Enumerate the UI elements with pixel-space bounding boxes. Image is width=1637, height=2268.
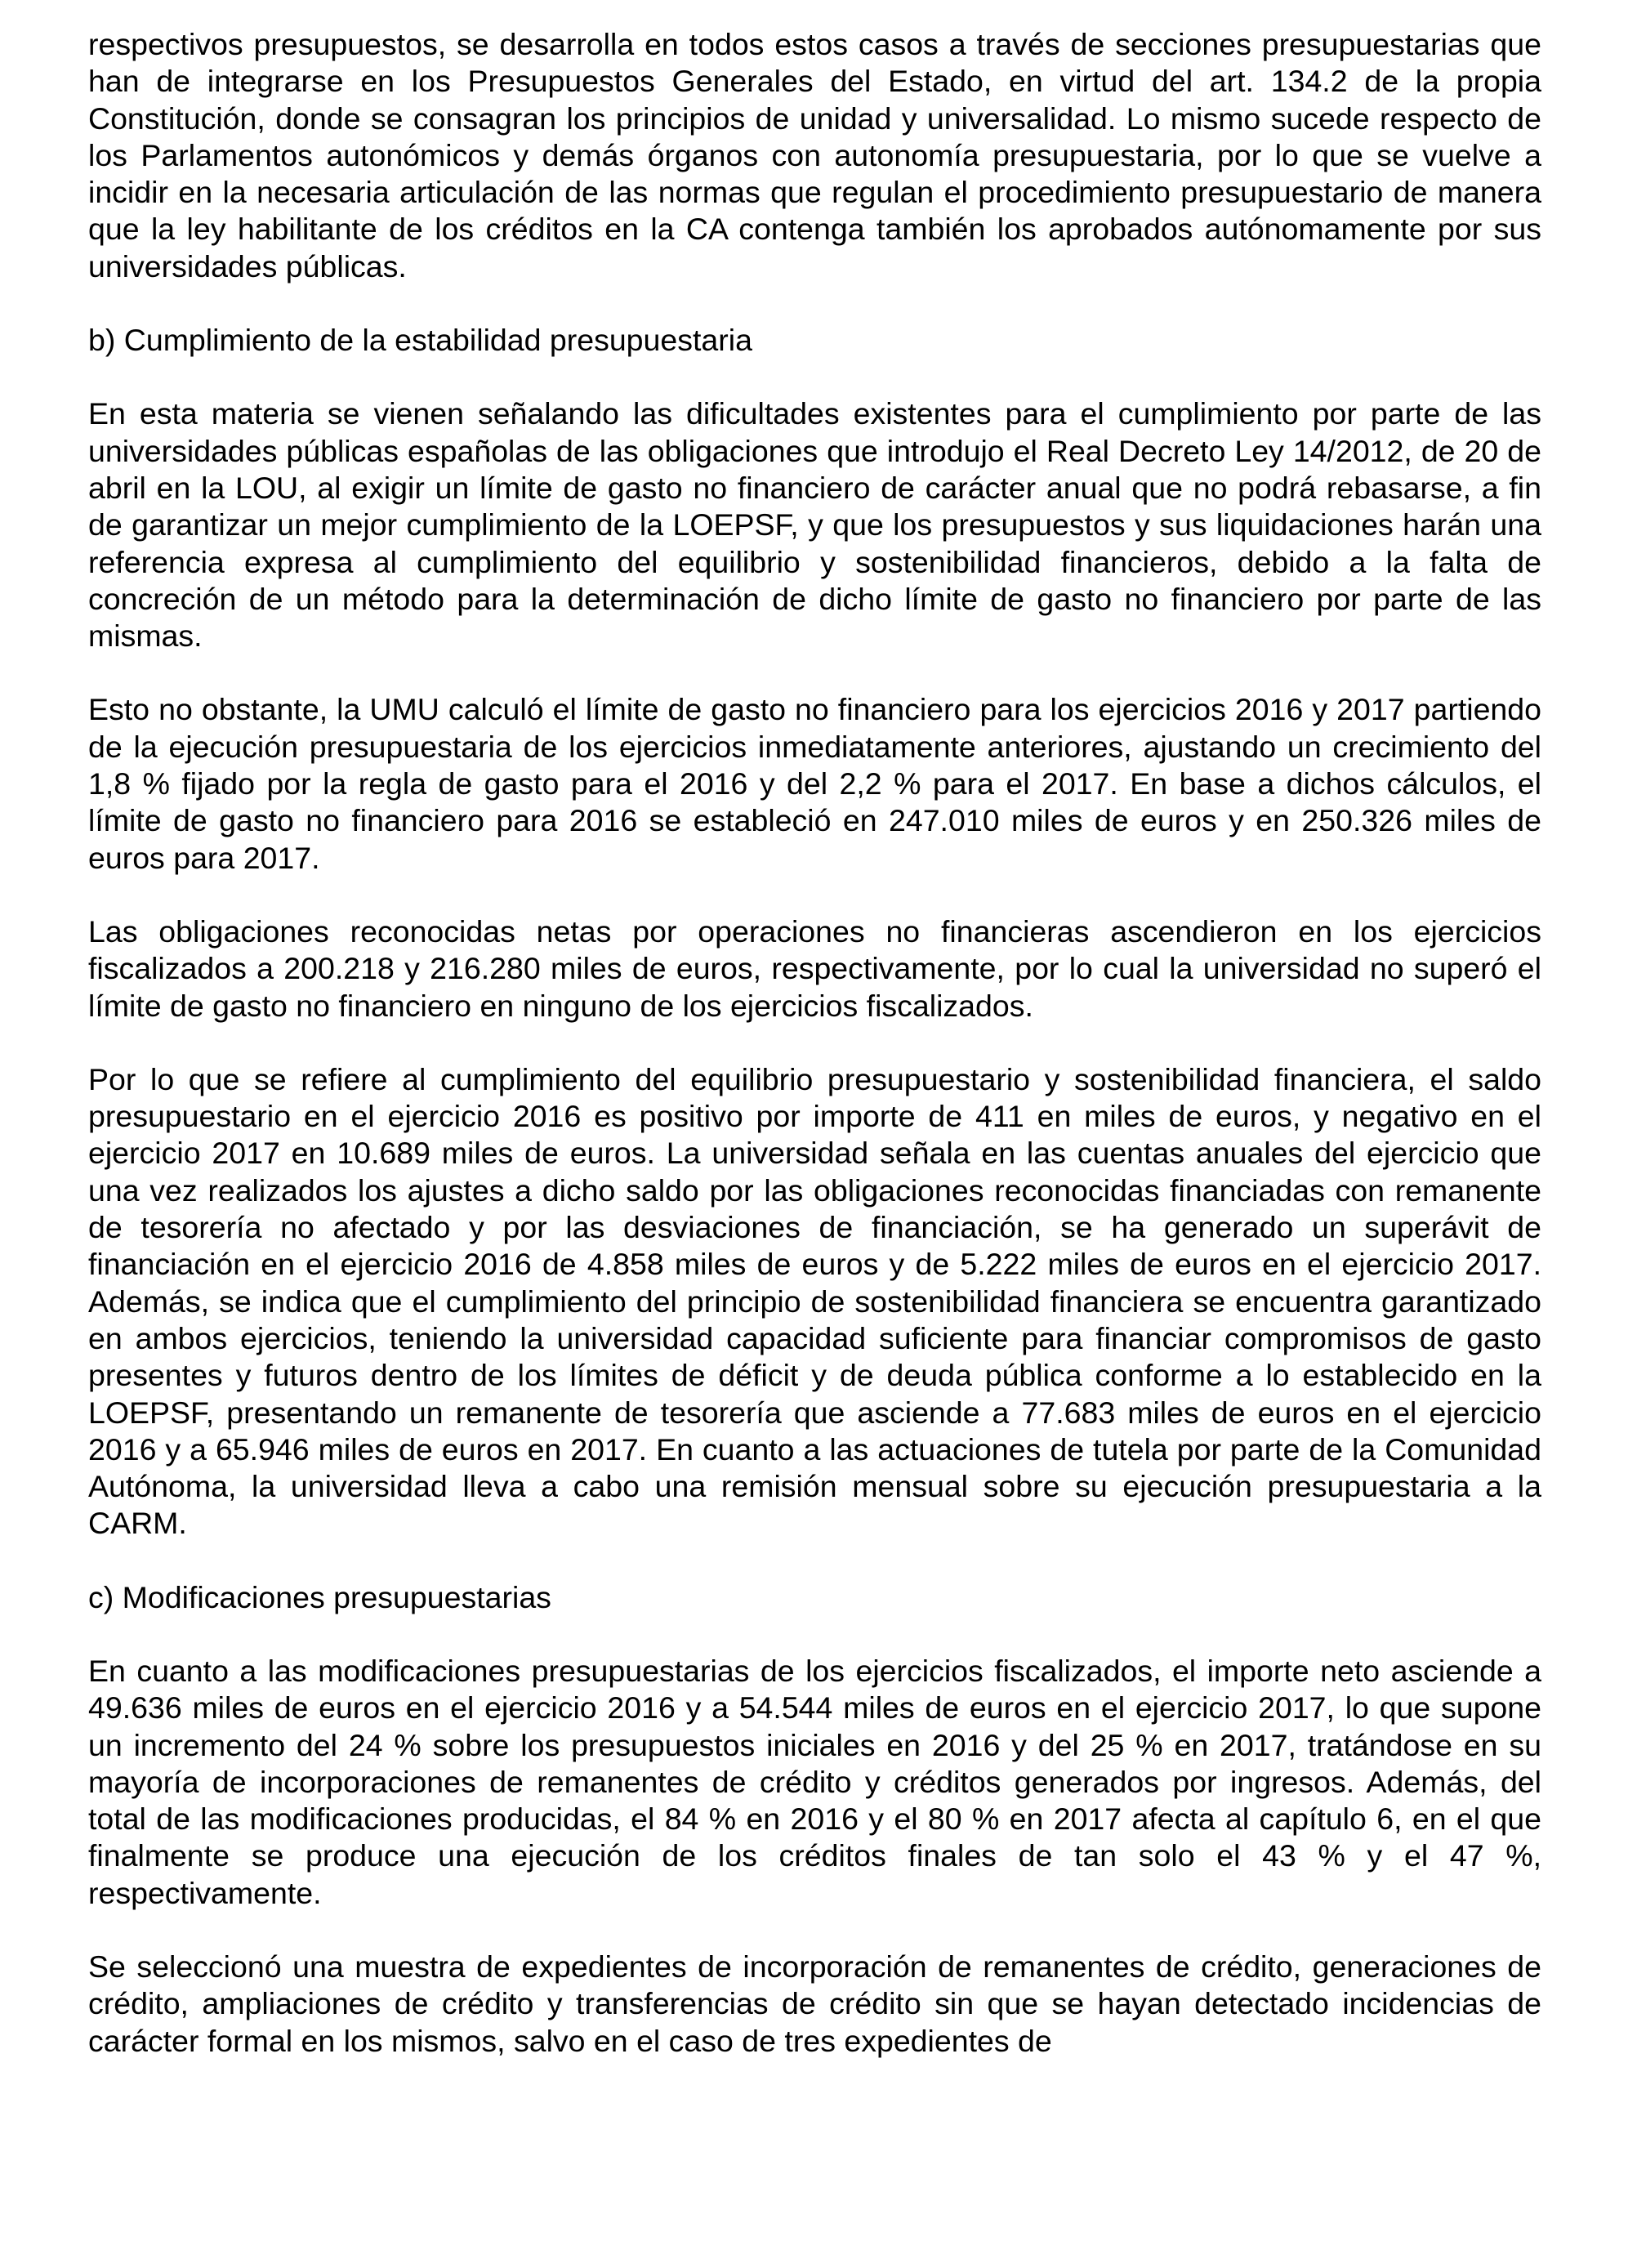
paragraph-stability-difficulties: En esta materia se vienen señalando las dificultades existentes para el cumplimiento por parte de las universidades públicas españolas de las obligaciones que introdujo el Real Decreto Ley 14/2012, de 20 de abril en la LOU, al exigir un límite de gasto no financiero de carácter anual que no podrá rebasarse, a fin de garantizar un mejor cumplimiento de la LOEPSF, y que los presupuestos y sus liquidaciones harán una referencia expresa al cumplimiento del equilibrio y sostenibilidad financieros, debido a la falta de concreción de un método para la determinación de dicho límite de gasto no financiero por parte de las mismas. (88, 396, 1541, 654)
paragraph-budget-sections: respectivos presupuestos, se desarrolla en todos estos casos a través de secciones presupuestarias que han de integrarse en los Presupuestos Generales del Estado, en virtud del art. 134.2 de la propia Constitución, donde se consagran los principios de unidad y universalidad. Lo mismo sucede respecto de los Parlamentos autonómicos y demás órganos con autonomía presupuestaria, por lo que se vuelve a incidir en la necesaria articulación de las normas que regulan el procedimiento presupuestario de manera que la ley habilitante de los créditos en la CA contenga también los aprobados autónomamente por sus universidades públicas. (88, 27, 1541, 284)
paragraph-budget-balance-sustainability: Por lo que se refiere al cumplimiento del equilibrio presupuestario y sostenibilidad financiera, el saldo presupuestario en el ejercicio 2016 es positivo por importe de 411 en miles de euros, y negativo en el ejercicio 2017 en 10.689 miles de euros. La universidad señala en las cuentas anuales del ejercicio que una vez realizados los ajustes a dicho saldo por las obligaciones reconocidas financiadas con remanente de tesorería no afectado y por las desviaciones de financiación, se ha generado un superávit de financiación en el ejercicio 2016 de 4.858 miles de euros y de 5.222 miles de euros en el ejercicio 2017. Además, se indica que el cumplimiento del principio de sostenibilidad financiera se encuentra garantizado en ambos ejercicios, teniendo la universidad capacidad suficiente para financiar compromisos de gasto presentes y futuros dentro de los límites de déficit y de deuda pública conforme a lo establecido en la LOEPSF, presentando un remanente de tesorería que asciende a 77.683 miles de euros en el ejercicio 2016 y a 65.946 miles de euros en 2017. En cuanto a las actuaciones de tutela por parte de la Comunidad Autónoma, la universidad lleva a cabo una remisión mensual sobre su ejecución presupuestaria a la CARM. (88, 1061, 1541, 1541)
paragraph-sample-files: Se seleccionó una muestra de expedientes de incorporación de remanentes de crédito, generaciones de crédito, ampliaciones de crédito y transferencias de crédito sin que se hayan detectado incidencias de carácter formal en los mismos, salvo en el caso de tres expedientes de (88, 1949, 1541, 2058)
paragraph-modifications-amounts: En cuanto a las modificaciones presupuestarias de los ejercicios fiscalizados, el importe neto asciende a 49.636 miles de euros en el ejercicio 2016 y a 54.544 miles de euros en el ejercicio 2017, lo que supone un incremento del 24 % sobre los presupuestos iniciales en 2016 y del 25 % en 2017, tratándose en su mayoría de incorporaciones de remanentes de crédito y créditos generados por ingresos. Además, del total de las modificaciones producidas, el 84 % en 2016 y el 80 % en 2017 afecta al capítulo 6, en el que finalmente se produce una ejecución de los créditos finales de tan solo el 43 % y el 47 %, respectivamente. (88, 1653, 1541, 1910)
paragraph-spending-limit-calculation: Esto no obstante, la UMU calculó el límite de gasto no financiero para los ejercicios 2016 y 2017 partiendo de la ejecución presupuestaria de los ejercicios inmediatamente anteriores, ajustando un crecimiento del 1,8 % fijado por la regla de gasto para el 2016 y del 2,2 % para el 2017. En base a dichos cálculos, el límite de gasto no financiero para 2016 se estableció en 247.010 miles de euros y en 250.326 miles de euros para 2017. (88, 692, 1541, 875)
paragraph-recognized-obligations: Las obligaciones reconocidas netas por operaciones no financieras ascendieron en los ejercicios fiscalizados a 200.218 y 216.280 miles de euros, respectivamente, por lo cual la universidad no superó el límite de gasto no financiero en ninguno de los ejercicios fiscalizados. (88, 913, 1541, 1023)
section-heading-budget-modifications: c) Modificaciones presupuestarias (88, 1579, 551, 1614)
section-heading-budget-stability: b) Cumplimiento de la estabilidad presupuestaria (88, 323, 752, 358)
